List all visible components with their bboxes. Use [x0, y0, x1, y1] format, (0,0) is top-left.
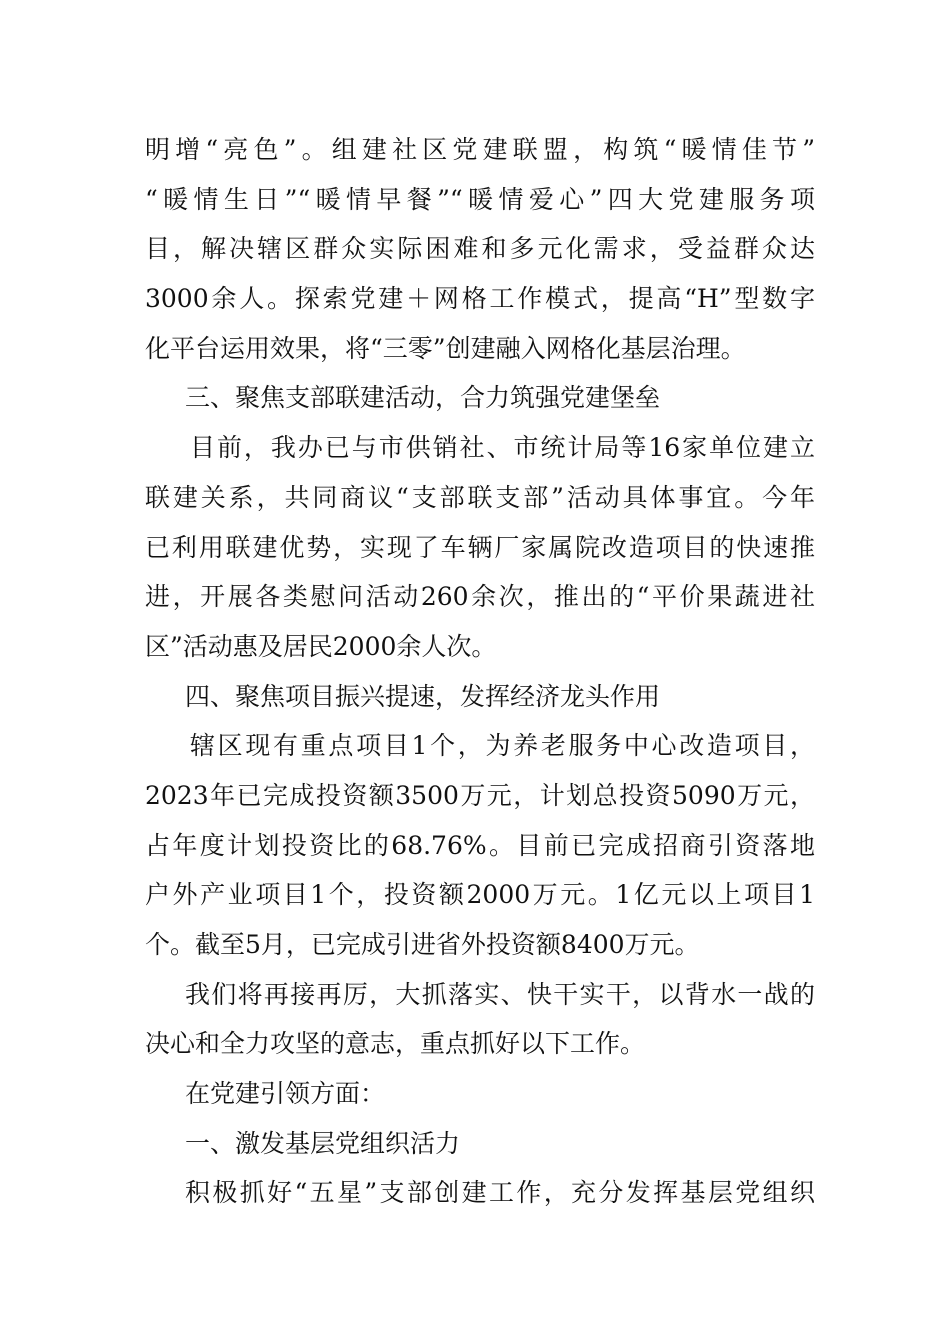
paragraph-line: “暖情生日”“暖情早餐”“暖情爱心”四大党建服务项	[145, 184, 815, 214]
paragraph-line: 3000余人。探索党建＋网格工作模式，提高“H”型数字	[145, 284, 815, 314]
paragraph-line: 我们将再接再厉，大抓落实、快干实干，以背水一战的	[185, 979, 815, 1009]
paragraph-line: 户外产业项目1个，投资额2000万元。1亿元以上项目1	[145, 880, 815, 910]
paragraph-line: 决心和全力攻坚的意志，重点抓好以下工作。	[145, 1029, 646, 1059]
paragraph-line: 进，开展各类慰问活动260余次，推出的“平价果蔬进社	[145, 582, 815, 612]
paragraph-line: 目，解决辖区群众实际困难和多元化需求，受益群众达	[145, 234, 815, 264]
paragraph-line: 化平台运用效果，将“三零”创建融入网格化基层治理。	[145, 333, 746, 363]
paragraph-line: 已利用联建优势，实现了车辆厂家属院改造项目的快速推	[145, 532, 815, 562]
paragraph-line: 辖区现有重点项目1个，为养老服务中心改造项目，	[190, 731, 815, 761]
paragraph-line: 积极抓好“五星”支部创建工作，充分发挥基层党组织	[185, 1178, 815, 1208]
paragraph-line: 个。截至5月，已完成引进省外投资额8400万元。	[145, 930, 700, 959]
paragraph-line: 2023年已完成投资额3500万元，计划总投资5090万元，	[145, 780, 815, 810]
section-heading: 一、激发基层党组织活力	[185, 1128, 461, 1158]
paragraph-line: 目前，我办已与市供销社、市统计局等16家单位建立	[190, 433, 815, 463]
document-body	[145, 125, 815, 1218]
section-heading: 四、聚焦项目振兴提速，发挥经济龙头作用	[185, 681, 661, 711]
paragraph-line: 区”活动惠及居民2000余人次。	[145, 631, 497, 661]
paragraph-line: 联建关系，共同商议“支部联支部”活动具体事宜。今年	[145, 482, 815, 512]
paragraph-line: 占年度计划投资比的68.76%。目前已完成招商引资落地	[145, 830, 815, 860]
paragraph-line: 明增“亮色”。组建社区党建联盟，构筑“暖情佳节”	[145, 135, 815, 164]
section-heading: 三、聚焦支部联建活动，合力筑强党建堡垒	[185, 383, 661, 413]
section-label: 在党建引领方面：	[185, 1079, 386, 1109]
